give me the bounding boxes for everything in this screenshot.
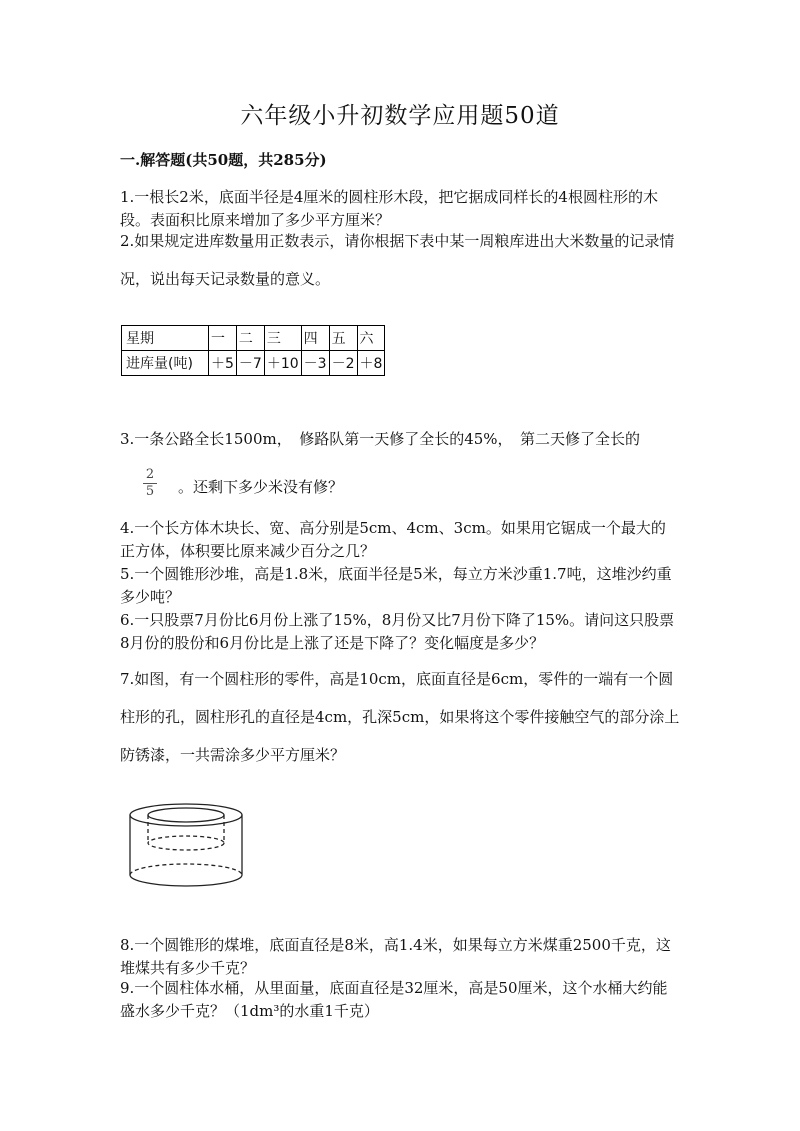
table-cell: －2 <box>329 351 357 376</box>
grain-record-table <box>121 325 385 376</box>
table-cell: －3 <box>301 351 329 376</box>
section-heading: 一.解答题(共50题，共285分) <box>120 151 327 169</box>
table-cell: ＋5 <box>209 351 237 376</box>
question-4: 4.一个长方体木块长、宽、高分别是5cm、4cm、3cm。如果用它锯成一个最大的正方体，体积要比原来减少百分之几？ <box>120 519 666 560</box>
fraction-numerator: 2 <box>145 467 155 482</box>
table-cell: 三 <box>264 326 301 351</box>
table-header-row <box>122 326 385 351</box>
table-cell: 五 <box>329 326 357 351</box>
hole-bottom-ellipse <box>148 836 224 850</box>
question-3-line1: 3.一条公路全长1500m， 修路队第一天修了全长的45%， 第二天修了全长的 <box>120 430 641 448</box>
question-7: 7.如图，有一个圆柱形的零件，高是10cm，底面直径是6cm，零件的一端有一个圆柱形的孔，圆柱形孔的直径是4cm，孔深5cm，如果将这个零件接触空气的部分涂上防锈漆，一共需涂多少平方厘米？ <box>120 670 680 764</box>
question-8: 8.一个圆锥形的煤堆，底面直径是8米，高1.4米，如果每立方米煤重2500千克，这堆煤共有多少千克？ <box>120 936 671 977</box>
question-3-line2: 。还剩下多少米没有修？ <box>178 478 344 496</box>
table-cell: ＋10 <box>264 351 301 376</box>
question-1: 1.一根长2米，底面半径是4厘米的圆柱形木段，把它据成同样长的4根圆柱形的木段。表面积比原来增加了多少平方厘米？ <box>120 188 658 229</box>
table-cell: 四 <box>301 326 329 351</box>
table-cell: －7 <box>236 351 264 376</box>
question-5: 5.一个圆锥形沙堆，高是1.8米，底面半径是5米，每立方米沙重1.7吨，这堆沙约重多少吨？ <box>120 565 672 606</box>
outer-bottom-front <box>130 875 242 886</box>
table-cell: 六 <box>357 326 385 351</box>
table-cell: 一 <box>209 326 237 351</box>
hole-top-ellipse <box>148 808 224 822</box>
question-9: 9.一个圆柱体水桶，从里面量，底面直径是32厘米，高是50厘米，这个水桶大约能盛水多少千克？（1dm³的水重1千克） <box>120 979 668 1020</box>
cylinder-part-figure <box>126 795 256 895</box>
page-title: 六年级小升初数学应用题50道 <box>240 103 560 129</box>
question-2: 2.如果规定进库数量用正数表示，请你根据下表中某一周粮库进出大米数量的记录情况，说出每天记录数量的意义。 <box>120 232 675 288</box>
fraction <box>143 468 157 499</box>
outer-bottom-back <box>130 864 242 875</box>
question-6: 6.一只股票7月份比6月份上涨了15%，8月份又比7月份下降了15%。请问这只股票8月份的股份和6月份比是上涨了还是下降了？变化幅度是多少？ <box>120 611 675 652</box>
outer-top-ellipse <box>130 804 242 826</box>
table-cell: ＋8 <box>357 351 385 376</box>
table-cell: 进库量(吨) <box>122 351 209 376</box>
table-cell: 星期 <box>122 326 209 351</box>
table-row <box>122 351 385 376</box>
fraction-denominator: 5 <box>145 484 155 499</box>
table-cell: 二 <box>236 326 264 351</box>
